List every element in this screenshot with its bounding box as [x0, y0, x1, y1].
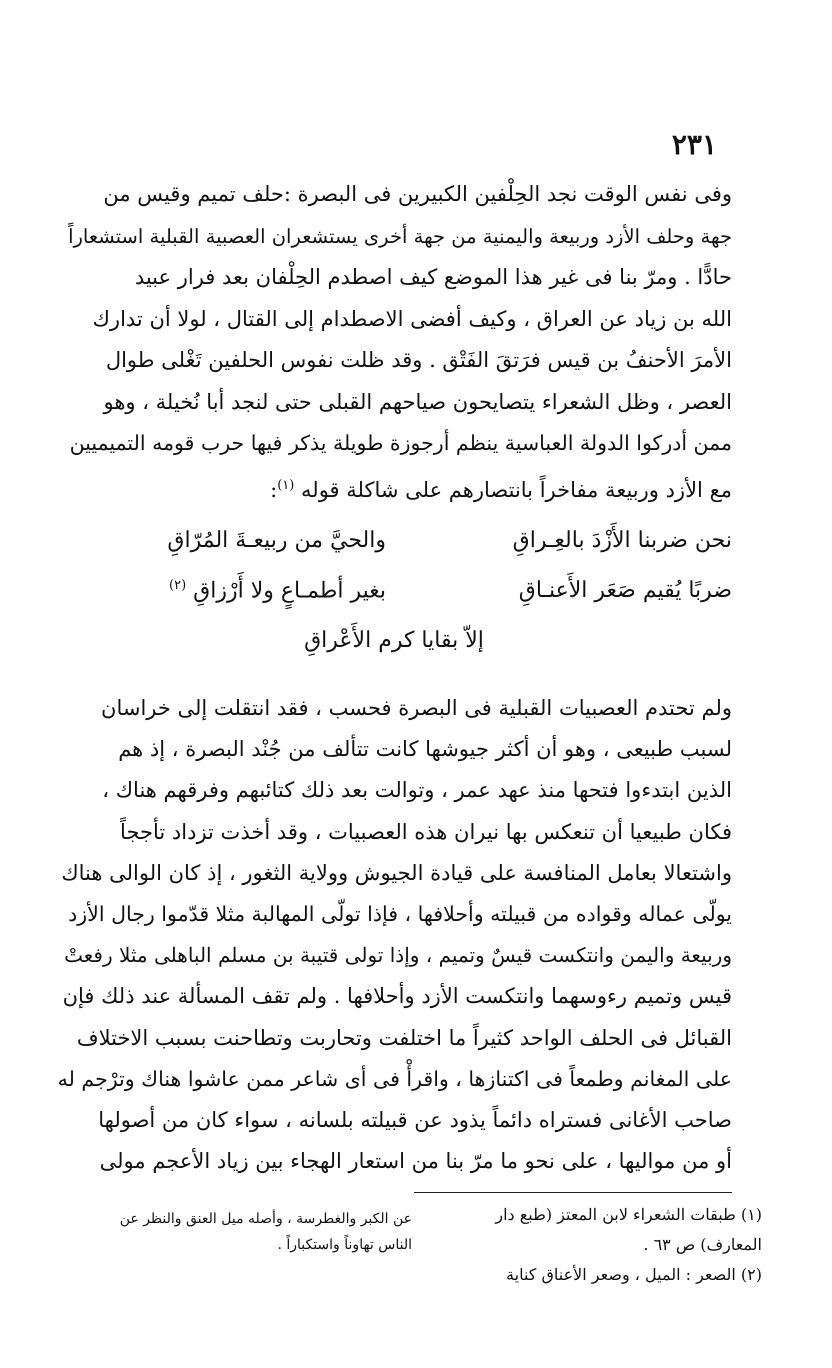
text-line: أو من مواليها ، على نحو ما مرّ بنا من استعار الهجاء بين زياد الأعجم مولى [99, 1149, 732, 1174]
verse-line-3 [56, 628, 732, 668]
text-line: صاحب الأغانى فستراه دائماً يذود عن قبيلته بلسانه ، سواء كان من أصولها [98, 1108, 732, 1133]
footnote-line: (١) طبقات الشعراء لابن المعتز (طبع دار [495, 1205, 762, 1224]
footnote-marker: (١) [277, 477, 295, 493]
text-line: الله بن زياد عن العراق ، وكيف أفضى الاصطدام إلى القتال ، لولا أن تدارك [92, 306, 732, 331]
text-line: واشتعالا بعامل المنافسة على قيادة الجيوش وولاية الثغور ، إذ كان الوالى هناك [61, 860, 732, 885]
verse-hemistich-left [56, 578, 386, 603]
paragraph-1 [56, 174, 732, 511]
footnote-line: الناس تهاوناً واستكباراً . [277, 1237, 412, 1253]
text-line: ممن أدركوا الدولة العباسية ينظم أرجوزة طويلة يذكر فيها حرب قومه التميميين [69, 431, 732, 455]
footnote-marker: (٢) [169, 578, 187, 593]
verse-hemistich-right: ضربًا يُقيم صَعَر الأَعنـاقِ [518, 578, 732, 603]
text-line: وفى نفس الوقت نجد الحِلْفين الكبيرين فى البصرة :حلف تميم وقيس من [103, 182, 732, 206]
footnotes-column-left-text [92, 1206, 412, 1258]
text-line: لسبب طبيعى ، وهو أن أكثر جيوشها كانت تتألف من جُنْد البصرة ، إذ هم [118, 737, 732, 762]
text-line: العصر ، وظل الشعراء يتصايحون صياحهم القبلى حتى لنجد أبا نُخيلة ، وهو [103, 389, 732, 414]
verse-hemistich-text: بغير أطمـاعٍ ولا أَرْزاقِ [193, 578, 386, 604]
text-line: يولّى عماله وقواده من قبيلته وأحلافها ، فإذا تولّى المهالبة مثلا قدّموا رجال الأزد [68, 902, 732, 927]
footnote-line: (٢) الصعر : الميل ، وصعر الأعناق كناية [506, 1265, 762, 1284]
text-line: على المغانم وطمعاً فى اكتنازها ، واقرأْ فى أى شاعر ممن عاشوا هناك وترْجم له [57, 1066, 732, 1091]
text-line: قيس وتميم رءوسهما وانتكست الأزد وأحلافها . ولم تقف المسألة عند ذلك فإن [62, 984, 732, 1009]
text-line: ولم تحتدم العصبيات القبلية فى البصرة فحسب ، فقد انتقلت إلى خراسان [101, 696, 732, 720]
text-line: فكان طبيعيا أن تنعكس بها نيران هذه العصبيات ، وقد أخذت تزداد تأججاً [120, 819, 732, 844]
footnote-line: عن الكبر والغطرسة ، وأصله ميل العنق والنظر عن [119, 1211, 412, 1227]
text-line: وربيعة واليمن وانتكست قيسٌ وتميم ، وإذا تولى قتيبة بن مسلم الباهلى مثلا رفعتْ [64, 943, 732, 968]
footnotes-column-right [412, 1200, 762, 1290]
verse-hemistich-center: إلاّ بقايا كرم الأَعْراقِ [304, 628, 484, 653]
verse-hemistich-left: والحيَّ من ربيعـةَ المُرّاقِ [167, 528, 386, 553]
text-line: حادًّا . ومرّ بنا فى غير هذا الموضع كيف اصطدم الحِلْفان بعد فرار عبيد [134, 265, 732, 289]
verse-line-1 [56, 528, 732, 568]
text-line-content: مع الأزد وربيعة مفاخراً بانتصارهم على شاكلة قوله [301, 477, 732, 502]
footnote-line: المعارف) ص ٦٣ . [643, 1235, 762, 1254]
paragraph-2 [56, 688, 732, 1182]
text-line: الأمرَ الأحنفُ بن قيس فرَتقَ الفَتْق . وقد ظلت نفوس الحلفين تَغْلى طوال [105, 348, 732, 372]
text-line [56, 465, 732, 512]
text-line: جهة وحلف الأزد وربيعة واليمنية من جهة أخرى يستشعران العصبية القبلية استشعاراً [68, 224, 732, 248]
footnote-divider [414, 1192, 732, 1193]
page-number: ٢٣١ [671, 128, 717, 161]
line-tail: : [270, 477, 278, 502]
verse-hemistich-right: نحن ضربنا الأَزْدَ بالعِـراقِ [512, 528, 732, 553]
text-line: القبائل فى الحلف الواحد كثيراً ما اختلفت وتحاربت وتطاحنت بسبب الاختلاف [76, 1025, 732, 1050]
text-line: الذين ابتدءوا فتحها منذ عهد عمر ، وتوالت بعد ذلك كتائبهم وفرقهم هناك ، [102, 778, 732, 803]
verse-line-2 [56, 578, 732, 618]
